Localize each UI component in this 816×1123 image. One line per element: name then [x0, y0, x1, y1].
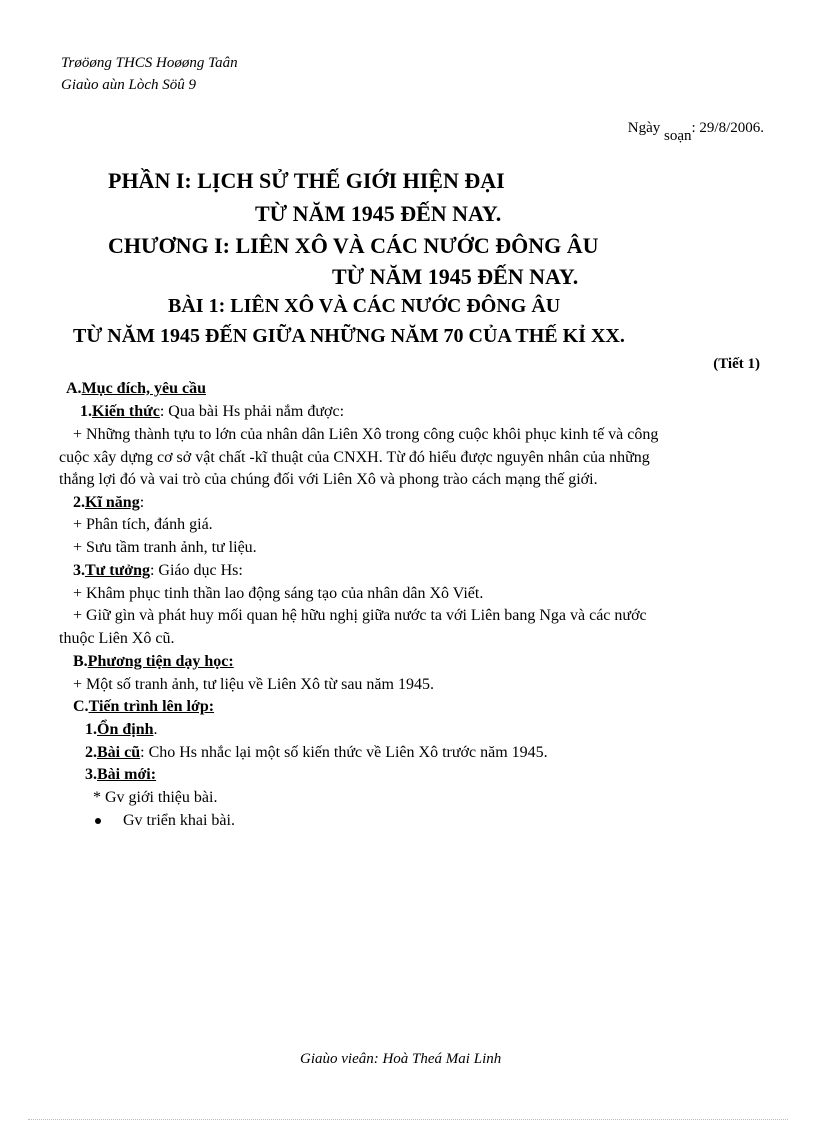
a3-line-3: thuộc Liên Xô cũ.	[59, 630, 175, 647]
a3-title: Tư tưởng	[85, 562, 150, 579]
section-a2	[73, 492, 144, 515]
a1-line-3: thắng lợi đó và vai trò của chúng đối với Liên Xô và phong trào cách mạng thế giới.	[59, 471, 598, 488]
section-a-heading	[66, 378, 206, 401]
part-title: PHẦN I: LỊCH SỬ THẾ GIỚI HIỆN ĐẠI	[108, 168, 505, 193]
footer-teacher: Giaùo vieân: Hoà Theá Mai Linh	[300, 1051, 502, 1067]
c2-text: : Cho Hs nhắc lại một số kiến thức về Liên Xô trước năm 1945.	[140, 744, 548, 761]
section-b-heading	[73, 651, 234, 674]
bullet-icon	[95, 818, 101, 824]
a2-line-1: + Phân tích, đánh giá.	[73, 516, 213, 533]
a3-line-1: + Khâm phục tinh thần lao động sáng tạo của nhân dân Xô Viết.	[73, 585, 484, 602]
a3-line-2: + Giữ gìn và phát huy mối quan hệ hữu nghị giữa nước ta với Liên bang Nga và các nước	[73, 607, 647, 624]
header-school: Trøöøng THCS Hoøøng Taân	[61, 55, 238, 71]
c1-title: Ổn định	[97, 721, 154, 738]
a3-num: 3.	[73, 562, 85, 579]
section-a-label: A.	[66, 380, 82, 397]
header-subject: Giaùo aùn Lòch Söû 9	[61, 77, 196, 93]
c3-bullet-item	[95, 810, 235, 833]
section-c3	[85, 764, 156, 787]
a1-line-1: + Những thành tựu to lớn của nhân dân Liên Xô trong công cuộc khôi phục kinh tế và công	[73, 426, 659, 443]
section-c-label: C.	[73, 698, 89, 715]
a1-text: : Qua bài Hs phải nắm được:	[159, 403, 345, 420]
section-a3	[73, 560, 243, 583]
section-a1	[80, 401, 344, 424]
c3-bullet-text: Gv triển khai bài.	[123, 812, 235, 829]
page-bottom-rule	[28, 1119, 788, 1120]
a1-line-2: cuộc xây dựng cơ sở vật chất -kĩ thuật của CNXH. Từ đó hiểu được nguyên nhân của những	[59, 449, 650, 466]
c2-title: Bài cũ	[97, 744, 141, 761]
c1-num: 1.	[85, 721, 97, 738]
c1-text: .	[153, 721, 158, 738]
date-line	[627, 120, 764, 144]
section-b-label: B.	[73, 653, 88, 670]
lesson-title: BÀI 1: LIÊN XÔ VÀ CÁC NƯỚC ĐÔNG ÂU	[168, 295, 561, 317]
date-prefix: Ngày	[627, 120, 661, 136]
a2-title: Kĩ năng	[85, 494, 140, 511]
section-b-title: Phương tiện dạy học:	[87, 653, 234, 670]
a1-title: Kiến thức	[92, 403, 160, 420]
section-c2	[85, 742, 548, 765]
section-c-title: Tiến trình lên lớp:	[88, 698, 215, 715]
c3-intro: * Gv giới thiệu bài.	[93, 789, 218, 806]
a2-num: 2.	[73, 494, 85, 511]
chapter-title: CHƯƠNG I: LIÊN XÔ VÀ CÁC NƯỚC ĐÔNG ÂU	[108, 233, 599, 258]
c2-num: 2.	[85, 744, 97, 761]
a2-line-2: + Sưu tầm tranh ảnh, tư liệu.	[73, 539, 257, 556]
c3-num: 3.	[85, 766, 97, 783]
date-soan: soạn	[663, 128, 692, 144]
a2-text: :	[139, 494, 145, 511]
a1-num: 1.	[80, 403, 92, 420]
lesson-subtitle: TỪ NĂM 1945 ĐẾN GIỮA NHỮNG NĂM 70 CỦA THẾ KỈ XX.	[73, 325, 625, 347]
section-c1	[85, 719, 157, 742]
section-a-title: Mục đích, yêu cầu	[81, 380, 207, 397]
c3-title: Bài mới:	[97, 766, 157, 783]
part-subtitle: TỪ NĂM 1945 ĐẾN NAY.	[255, 201, 502, 226]
section-c-heading	[73, 696, 214, 719]
date-value: : 29/8/2006.	[691, 120, 764, 136]
period-label: (Tiết 1)	[713, 356, 760, 372]
b-line-1: + Một số tranh ảnh, tư liệu về Liên Xô từ sau năm 1945.	[73, 676, 434, 693]
chapter-subtitle: TỪ NĂM 1945 ĐẾN NAY.	[332, 264, 579, 289]
a3-text: : Giáo dục Hs:	[149, 562, 243, 579]
